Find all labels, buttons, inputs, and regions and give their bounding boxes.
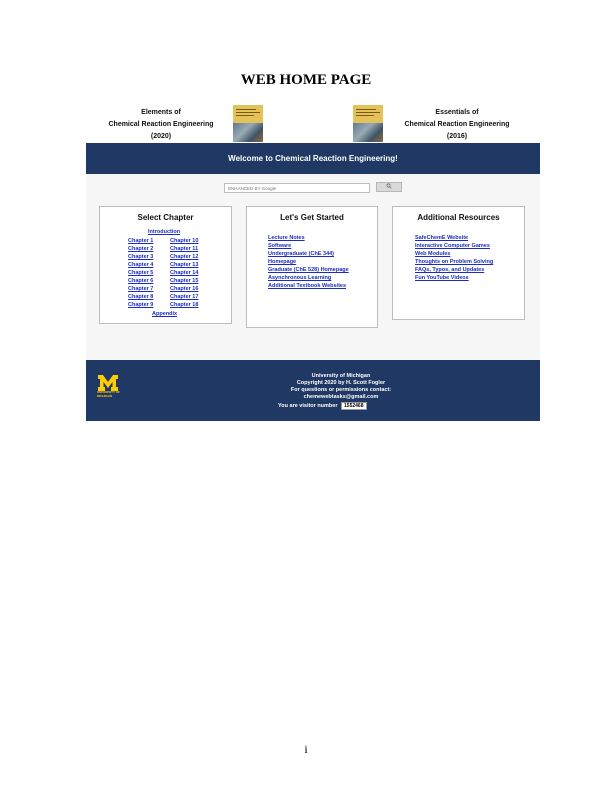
chapter-link[interactable]: Chapter 7 bbox=[128, 286, 154, 292]
chapter-link[interactable]: Chapter 3 bbox=[128, 254, 154, 260]
welcome-banner: Welcome to Chemical Reaction Engineering! bbox=[86, 143, 540, 174]
chapter-link[interactable]: Chapter 8 bbox=[128, 294, 154, 300]
search-input[interactable]: ENHANCED BY Google bbox=[224, 183, 370, 193]
search-button[interactable] bbox=[376, 182, 402, 192]
get-started-item-link[interactable]: Asynchronous Learning bbox=[268, 275, 332, 281]
resource-item-link[interactable]: Web Modules bbox=[415, 251, 451, 257]
select-chapter-title: Select Chapter bbox=[137, 213, 194, 222]
chapter-link[interactable]: Chapter 9 bbox=[128, 302, 154, 308]
resource-item-link[interactable]: SafeChemE Website bbox=[415, 235, 469, 241]
chapter-link[interactable]: Chapter 4 bbox=[128, 262, 154, 268]
select-chapter-panel bbox=[99, 206, 232, 324]
get-started-item-link[interactable]: Software bbox=[268, 243, 292, 249]
site-footer bbox=[86, 360, 540, 421]
elements-book-label[interactable] bbox=[86, 107, 236, 143]
chapter-link[interactable]: Chapter 1 bbox=[128, 238, 154, 244]
essentials-book-cover[interactable] bbox=[353, 105, 383, 142]
resources-title: Additional Resources bbox=[417, 213, 500, 222]
chapter-link[interactable]: Chapter 14 bbox=[170, 270, 199, 276]
resources-panel bbox=[392, 206, 525, 320]
appendix-link[interactable]: Appendix bbox=[152, 311, 178, 317]
logo-line2: MICHIGAN bbox=[97, 394, 113, 398]
get-started-item-link[interactable]: Undergraduate (ChE 344) bbox=[268, 251, 335, 257]
chapter-link[interactable]: Chapter 5 bbox=[128, 270, 154, 276]
elements-book-cover[interactable] bbox=[233, 105, 263, 142]
essentials-book-line1: Essentials of bbox=[435, 109, 479, 116]
search-icon bbox=[386, 183, 392, 189]
book-header bbox=[86, 103, 540, 143]
footer-university: University of Michigan bbox=[311, 373, 371, 379]
document-title: WEB HOME PAGE bbox=[240, 72, 372, 88]
visitor-label: You are visitor number bbox=[278, 403, 338, 409]
chapter-link[interactable]: Chapter 16 bbox=[170, 286, 199, 292]
get-started-panel bbox=[246, 206, 378, 328]
get-started-item-link[interactable]: Additional Textbook Websites bbox=[268, 283, 347, 289]
footer-info bbox=[276, 373, 406, 401]
resource-item-link[interactable]: Thoughts on Problem Solving bbox=[415, 259, 494, 265]
chapter-link[interactable]: Chapter 18 bbox=[170, 302, 199, 308]
essentials-book-line2: Chemical Reaction Engineering bbox=[404, 121, 510, 128]
page-number: i bbox=[304, 742, 308, 756]
visitor-counter bbox=[278, 402, 367, 410]
footer-contact-label: For questions or permissions contact: bbox=[290, 387, 392, 393]
footer-copyright: Copyright 2020 by H. Scott Fogler bbox=[296, 380, 386, 386]
chapter-link[interactable]: Chapter 17 bbox=[170, 294, 199, 300]
introduction-link[interactable]: Introduction bbox=[148, 229, 181, 235]
logo-line1: UNIVERSITY OF bbox=[97, 390, 120, 394]
chapter-link[interactable]: Chapter 15 bbox=[170, 278, 199, 284]
elements-book-line1: Elements of bbox=[141, 109, 181, 116]
get-started-item-link[interactable]: Homepage bbox=[268, 259, 297, 265]
essentials-book-line3: (2016) bbox=[446, 133, 468, 140]
elements-book-line3: (2020) bbox=[150, 133, 172, 140]
resource-item-link[interactable]: Fun YouTube Videos bbox=[415, 275, 469, 281]
chapter-link[interactable]: Chapter 13 bbox=[170, 262, 199, 268]
michigan-logo-text bbox=[97, 390, 120, 398]
get-started-item-link[interactable]: Graduate (ChE 528) Homepage bbox=[268, 267, 349, 273]
resource-item-link[interactable]: FAQs, Typos, and Updates bbox=[415, 267, 485, 273]
resource-item-link[interactable]: Interactive Computer Games bbox=[415, 243, 490, 249]
website-screenshot bbox=[86, 103, 540, 421]
chapter-link[interactable]: Chapter 10 bbox=[170, 238, 199, 244]
footer-contact-email[interactable]: chemewebtasks@gmail.com bbox=[303, 394, 379, 400]
chapter-link[interactable]: Chapter 6 bbox=[128, 278, 154, 284]
chapter-link[interactable]: Chapter 2 bbox=[128, 246, 154, 252]
get-started-title: Let's Get Started bbox=[280, 213, 344, 222]
chapter-link[interactable]: Chapter 12 bbox=[170, 254, 199, 260]
elements-book-line2: Chemical Reaction Engineering bbox=[108, 121, 214, 128]
get-started-item-link[interactable]: Lecture Notes bbox=[268, 235, 305, 241]
chapter-link[interactable]: Chapter 11 bbox=[170, 246, 199, 252]
visitor-count: 1552468 bbox=[341, 402, 366, 410]
essentials-book-label[interactable] bbox=[382, 107, 532, 143]
